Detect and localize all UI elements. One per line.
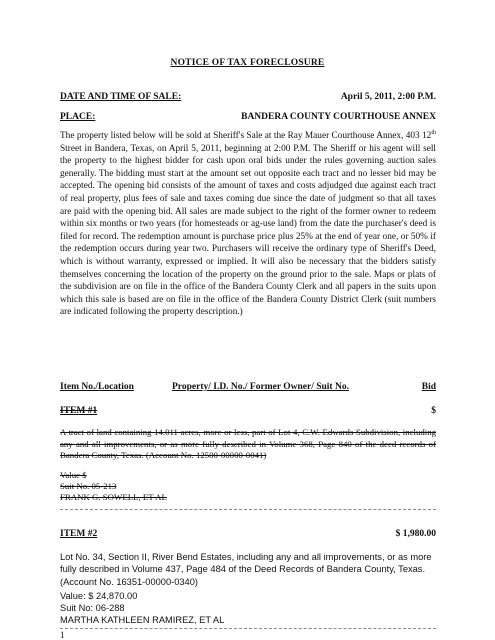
item-1-value: Value $	[60, 470, 87, 480]
sale-place-label: PLACE:	[60, 112, 96, 122]
item-2-owner: MARTHA KATHLEEN RAMIREZ, ET AL	[60, 615, 225, 625]
separator-line	[60, 509, 436, 510]
separator-line-bottom	[60, 628, 436, 629]
intro-text-start: The property listed below will be sold at Sheriff's Sale at the Ray Mauer Courthouse Annex, 403 12	[60, 131, 432, 141]
item-2-value: Value: $ 24,870.00	[60, 591, 138, 601]
item-1-bid: $	[431, 406, 436, 416]
sale-place-value: BANDERA COUNTY COURTHOUSE ANNEX	[241, 112, 436, 122]
item-1-description: A tract of land containing 14.011 acres, more or less, part of Lot 4, C.W. Edwards Subdivision, including any and all improvements, or as more fully described in Volume 368, Page 840 of the deed records of Bandera County, Texas. (Account No. 12500-00000-0041)	[60, 427, 436, 460]
item-2-bid: $ 1,980.00	[395, 529, 436, 539]
item-2-heading: ITEM #2	[60, 529, 98, 539]
intro-superscript: th	[431, 129, 436, 136]
sale-date-label: DATE AND TIME OF SALE:	[60, 92, 182, 102]
intro-text-rest: Street in Bandera, Texas, on April 5, 2011, beginning at 2:00 P.M. The Sheriff or his agent will sell the property to the highest bidder for cash upon oral bids under the rules governing auction sales generally. The bidding must start at the amount set out opposite each tract and no lesser bid may be accepted. The opening bid consists of the amount of taxes and costs adjudged due against each tract of real property, plus fees of sale and taxes coming due since the date of judgment so that all taxes are paid with the opening bid. All sales are made subject to the right of the former owner to redeem within six months or two years (for homesteads or ag-use land) from the date the purchaser's deed is filed for record. The redemption amount is purchase price plus 25% at the end of year one, or 50% if the redemption occurs during year two. Purchasers will receive the ordinary type of Sheriff's Deed, which is without warranty, expressed or implied. It will also be necessary that the bidders satisfy themselves concerning the location of the property on the ground prior to the sale. Maps or plats of the subdivision are on file in the office of the Bandera County Clerk and all papers in the suits upon which this sale is based are on file in the office of the Bandera County District Clerk (suit numbers are indicated following the property description.)	[60, 143, 436, 318]
item-2-suit: Suit No: 06-288	[60, 603, 125, 613]
item-1-owner: FRANK G. SOWELL, ET AL	[60, 492, 167, 502]
column-header-bid: Bid	[421, 382, 436, 392]
item-1-suit: Suit No. 05-213	[60, 481, 117, 491]
intro-paragraph	[60, 130, 436, 319]
item-2-description: Lot No. 34, Section II, River Bend Estates, including any and all improvements, or as more fully described in Volume 437, Page 484 of the Deed Records of Bandera County, Texas. (Account No. 16351-00000-0340)	[60, 552, 432, 587]
item-1-heading: ITEM #1	[60, 406, 98, 416]
column-header-item: Item No./Location	[60, 382, 134, 392]
sale-date-value: April 5, 2011, 2:00 P.M.	[340, 92, 436, 102]
document-title: NOTICE OF TAX FORECLOSURE	[170, 58, 325, 68]
page-number: 1	[60, 630, 65, 640]
column-header-property: Property/ I.D. No./ Former Owner/ Suit No.	[172, 382, 349, 392]
